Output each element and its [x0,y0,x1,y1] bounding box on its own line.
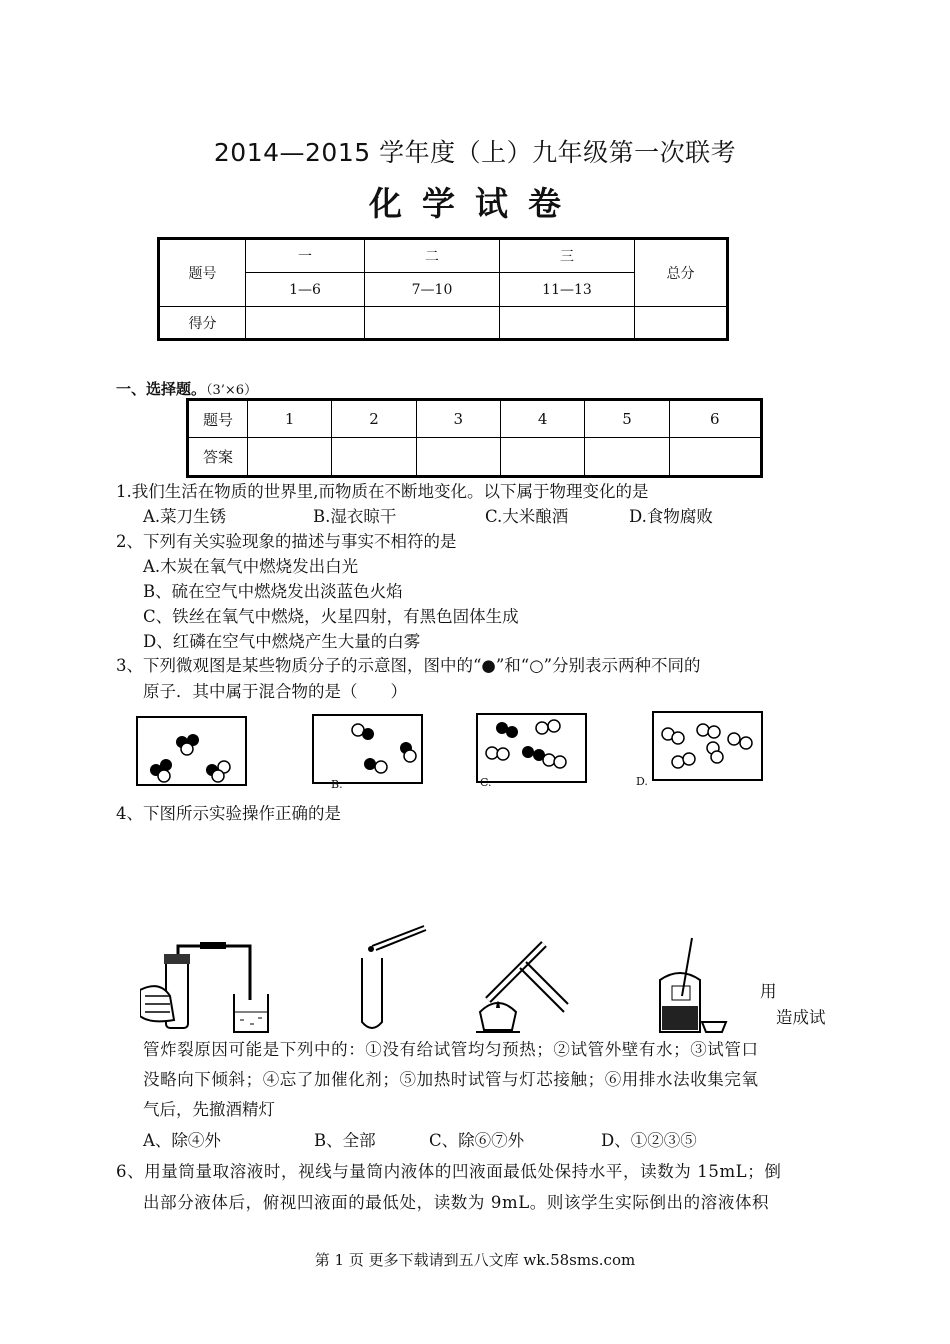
answer-cell[interactable] [416,438,500,477]
part-1: 一 [246,239,365,273]
q5-option-c: C、除⑥⑦外 [429,1131,525,1150]
q4-stem: 4、下图所示实验操作正确的是 [116,804,341,823]
q5-line-1: 管炸裂原因可能是下列中的：①没有给试管均匀预热；②试管外壁有水；③试管口 [143,1040,759,1059]
score-cell[interactable] [365,307,500,340]
answer-cell[interactable] [500,438,584,477]
question-number: 5 [585,400,669,438]
answer-label: 答案 [188,438,248,477]
section-1-title: 一、选择题。 [116,380,207,398]
range-2: 7—10 [365,273,500,307]
q5-line-2: 没略向下倾斜；④忘了加催化剂；⑤加热时试管与灯芯接触；⑥用排水法收集完氧 [143,1070,759,1089]
q5-fragment-1: 用 [760,982,777,1001]
q1-option-b: B.湿衣晾干 [313,507,397,526]
q1-stem: 1.我们生活在物质的世界里,而物质在不断地变化。以下属于物理变化的是 [116,482,649,501]
answer-cell[interactable] [332,438,416,477]
total-label: 总分 [635,239,728,307]
molecule-a-drawing [138,718,245,784]
answer-cell[interactable] [669,438,761,477]
q5-line-3: 气后，先撤酒精灯 [143,1100,275,1119]
q5-option-d: D、①②③⑤ [601,1131,697,1150]
score-cell[interactable] [246,307,365,340]
q3-stem-line2: 原子．其中属于混合物的是（ ） [143,682,407,701]
score-table-header: 题号 [159,239,246,307]
molecule-diagram-b [312,714,423,784]
q5-fragment-2: 造成试 [776,1008,826,1027]
score-cell[interactable] [635,307,728,340]
part-2: 二 [365,239,500,273]
q6-line-1: 6、用量筒量取溶液时，视线与量筒内液体的凹液面最低处保持水平，读数为 15mL；倒 [116,1162,782,1181]
molecule-diagram-a [136,716,247,786]
q1-option-d: D.食物腐败 [629,507,713,526]
diagram-label-c: C. [480,776,492,789]
section-1-points: （3’×6） [206,383,258,398]
answer-cell[interactable] [248,438,332,477]
exam-title: 2014—2015 学年度（上）九年级第一次联考 [213,138,737,167]
question-number: 1 [248,400,332,438]
molecule-diagram-d [652,711,763,781]
answer-cell[interactable] [585,438,669,477]
gas-tightness-check-illustration [140,940,280,1036]
molecule-d-drawing [654,713,761,779]
question-number: 3 [416,400,500,438]
q6-line-2: 出部分液体后，俯视凹液面的最低处，读数为 9mL。则该学生实际倒出的溶液体积 [143,1193,770,1212]
score-label: 得分 [159,307,246,340]
q1-option-c: C.大米酿酒 [485,507,569,526]
q5-option-b: B、全部 [314,1131,376,1150]
question-number: 6 [669,400,761,438]
answer-table-header: 题号 [188,400,248,438]
reagent-bottle-illustration [648,936,728,1036]
part-3: 三 [500,239,635,273]
molecule-diagram-c [476,713,587,783]
q5-option-a: A、除④外 [143,1131,221,1150]
question-number: 2 [332,400,416,438]
q2-option-c: C、铁丝在氧气中燃烧，火星四射，有黑色固体生成 [143,607,519,626]
range-1: 1—6 [246,273,365,307]
heating-test-tube-illustration [468,934,573,1036]
subject-title: 化学试卷 [369,184,581,223]
diagram-label-b: B. [331,778,343,791]
q3-stem-line1: 3、下列微观图是某些物质分子的示意图，图中的“●”和“○”分别表示两种不同的 [116,656,701,675]
answer-table [186,398,763,478]
molecule-b-drawing [314,716,421,782]
q2-stem: 2、下列有关实验现象的描述与事实不相符的是 [116,532,457,551]
score-table [157,237,729,341]
q2-option-a: A.木炭在氧气中燃烧发出白光 [143,557,359,576]
diagram-label-d: D. [636,775,648,788]
q1-option-a: A.菜刀生锈 [143,507,227,526]
page-footer: 第 1 页 更多下载请到五八文库 wk.58sms.com [314,1251,636,1269]
score-cell[interactable] [500,307,635,340]
q2-option-d: D、红磷在空气中燃烧产生大量的白雾 [143,632,421,651]
q2-option-b: B、硫在空气中燃烧发出淡蓝色火焰 [143,582,403,601]
dropper-test-tube-illustration [358,918,438,1036]
question-number: 4 [500,400,584,438]
section-1-heading [116,378,257,399]
range-3: 11—13 [500,273,635,307]
molecule-c-drawing [478,715,585,781]
